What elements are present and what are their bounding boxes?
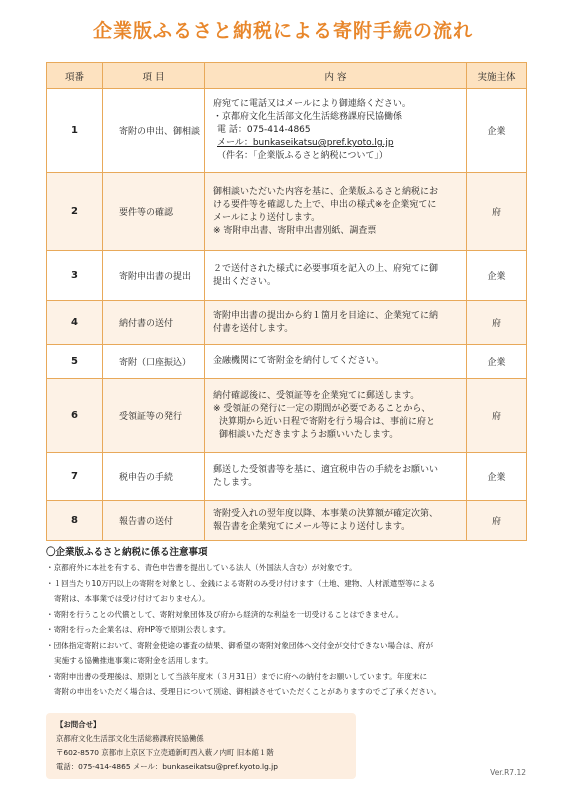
row-item: 寄附申出書の提出 [103, 251, 205, 301]
content-line: 寄附申出書の提出から約１箇月を目途に、企業宛てに納 [213, 310, 439, 321]
row-actor: 企業 [467, 251, 527, 301]
content-line: メールにより送付します。 [213, 212, 321, 223]
contact-phone-email[interactable]: 電話：075-414-4865 メール：bunkaseikatsu@pref.kyoto.lg.jp [56, 762, 278, 771]
row-actor: 府 [467, 379, 527, 453]
row-number: 2 [47, 173, 103, 251]
contact-box [46, 713, 356, 779]
content-line: 寄附受入れの翌年度以降、本事業の決算額が確定次第、 [213, 508, 439, 519]
row-content [205, 501, 467, 541]
header-actor: 実施主体 [467, 63, 527, 89]
note-line: ・団体指定寄附において、寄附金使途の審査の結果、御希望の寄附対象団体へ交付金が交付できない場合は、府が [46, 640, 434, 650]
row-actor: 企業 [467, 453, 527, 501]
notes-title: 〇企業版ふるさと納税に係る注意事項 [46, 547, 208, 558]
procedure-table [46, 62, 527, 541]
content-line: ※ 受領証の発行に一定の期間が必要であることから、 [213, 403, 431, 414]
header-content: 内 容 [205, 63, 467, 89]
content-line: 御相談いただいた内容を基に、企業版ふるさと納税にお [213, 186, 439, 197]
row-content [205, 345, 467, 379]
row-item: 要件等の確認 [103, 173, 205, 251]
row-content [205, 89, 467, 173]
contact-address: 〒602-8570 京都市上京区下立売通新町西入薮ノ内町 旧本館１階 [56, 748, 274, 757]
note-line: ・寄附申出書の受理後は、原則として当該年度末（３月31日）までに府への納付をお願いしています。年度末に [46, 671, 428, 681]
note-line: ・京都府外に本社を有する、青色申告書を提出している法人（外国法人含む）が対象です。 [46, 563, 357, 572]
content-line: 納付確認後に、受領証等を企業宛てに郵送します。 [213, 390, 420, 401]
table-row [47, 345, 527, 379]
table-row [47, 89, 527, 173]
page-title: 企業版ふるさと納税による寄附手続の流れ [92, 20, 473, 42]
content-line: 郵送した受領書等を基に、適宜税申告の手続をお願いい [213, 464, 439, 475]
row-actor: 府 [467, 301, 527, 345]
row-actor: 府 [467, 173, 527, 251]
row-actor: 企業 [467, 345, 527, 379]
content-line: 金融機関にて寄附金を納付してください。 [213, 356, 385, 366]
row-number: 7 [47, 453, 103, 501]
content-line: （件名：「企業版ふるさと納税について」） [217, 151, 388, 161]
content-line: たします。 [213, 477, 258, 488]
row-item: 受領証等の発行 [103, 379, 205, 453]
content-line: 電 話：075-414-4865 [217, 125, 311, 135]
version-label: Ver.R7.12 [490, 768, 526, 777]
note-line: ・１回当たり10万円以上の寄附を対象とし、金銭による寄附のみ受け付けます（土地、建物、人材派遣型等による [46, 578, 436, 588]
row-content [205, 173, 467, 251]
row-content [205, 453, 467, 501]
contact-title: 【お問合せ】 [56, 720, 101, 729]
row-number: 8 [47, 501, 103, 541]
table-row [47, 173, 527, 251]
note-line: 寄附の申出をいただく場合は、受理日について別途、御相談させていただくことがありますのでご了承ください。 [54, 687, 442, 696]
content-line: ※ 寄附申出書、寄附申出書別紙、調査票 [213, 225, 377, 236]
row-number: 5 [47, 345, 103, 379]
row-number: 6 [47, 379, 103, 453]
table-row [47, 501, 527, 541]
table-row [47, 453, 527, 501]
row-content [205, 379, 467, 453]
row-item: 寄附の申出、御相談 [103, 89, 205, 173]
table-row [47, 379, 527, 453]
content-line: 提出ください。 [213, 276, 277, 287]
table-header-row [47, 63, 527, 89]
content-line: 御相談いただきますようお願いいたします。 [219, 429, 399, 440]
email-link[interactable]: メール：bunkaseikatsu@pref.kyoto.lg.jp [217, 138, 394, 148]
content-line: ける要件等を確認した上で、申出の様式※を企業宛てに [213, 199, 437, 210]
row-content [205, 301, 467, 345]
note-line: ・寄附を行うことの代償として、寄附対象団体及び府から経済的な利益を一切受けることはできません。 [46, 609, 404, 619]
header-item: 項 目 [103, 63, 205, 89]
row-item: 納付書の送付 [103, 301, 205, 345]
row-item: 税申告の手続 [103, 453, 205, 501]
row-actor: 企業 [467, 89, 527, 173]
content-line: 報告書を企業宛てにメール等により送付します。 [213, 521, 411, 532]
table-row [47, 301, 527, 345]
header-no: 項番 [47, 63, 103, 89]
content-line: 決算期から近い日程で寄附を行う場合は、事前に府と [219, 416, 436, 427]
row-item: 寄附（口座振込） [103, 345, 205, 379]
contact-dept: 京都府文化生活部文化生活総務課府民協働係 [56, 734, 204, 743]
row-content [205, 251, 467, 301]
row-number: 3 [47, 251, 103, 301]
row-number: 4 [47, 301, 103, 345]
notes-list [46, 560, 526, 700]
row-number: 1 [47, 89, 103, 173]
note-line: ・寄附を行った企業名は、府HP等で原則公表します。 [46, 625, 231, 634]
row-item: 報告書の送付 [103, 501, 205, 541]
note-line: 寄附は、本事業では受け付けておりません）。 [54, 594, 210, 603]
content-line: 府宛てに電話又はメールにより御連絡ください。 [213, 99, 411, 109]
table-row [47, 251, 527, 301]
content-line: ２で送付された様式に必要事項を記入の上、府宛てに御 [213, 263, 439, 274]
content-line: 付書を送付します。 [213, 323, 294, 334]
row-actor: 府 [467, 501, 527, 541]
content-line: ・京都府文化生活部文化生活総務課府民協働係 [213, 112, 403, 122]
note-line: 実施する協働推進事業に寄附金を活用します。 [54, 656, 213, 665]
